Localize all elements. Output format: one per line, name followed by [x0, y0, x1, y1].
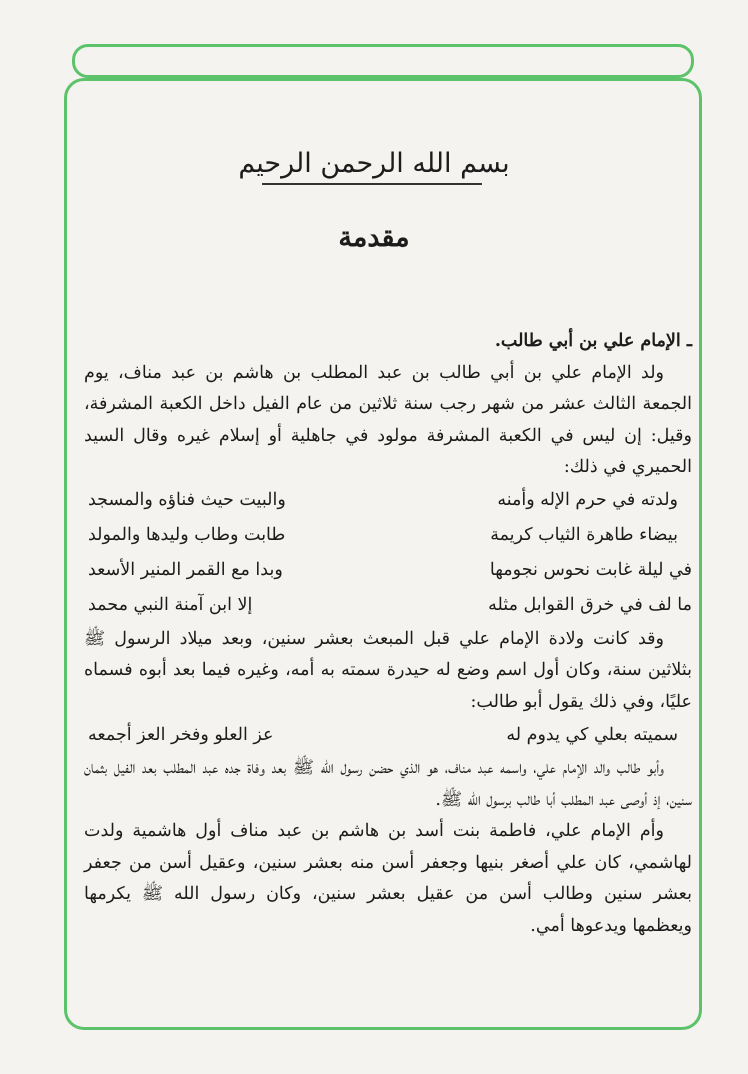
- verse-second-hemistich: والبيت حيث فناؤه والمسجد: [88, 490, 286, 511]
- header-frame: [72, 44, 694, 78]
- paragraph-naming: وقد كانت ولادة الإمام علي قبل المبعث بعشر سنين، وبعد ميلاد الرسول ﷺ بثلاثين سنة، وكان أول اسم وضع له حيدرة سمته به أمه، وغيره فيما بعد أبوه فسماه عليًا، وفي ذلك يقول أبو طالب:: [84, 628, 692, 712]
- verse-second-hemistich: إلا ابن آمنة النبي محمد: [88, 595, 253, 616]
- section-heading: ـ الإمام علي بن أبي طالب.: [494, 331, 692, 351]
- verse-first-hemistich: سميته بعلي كي يدوم له: [506, 724, 678, 745]
- main-text: [84, 326, 692, 942]
- verse-first-hemistich: ما لف في خرق القوابل مثله: [488, 595, 692, 616]
- verse-second-hemistich: طابت وطاب وليدها والمولد: [88, 525, 286, 546]
- verse-second-hemistich: عز العلو وفخر العز أجمعه: [88, 724, 274, 745]
- poem-verse: [84, 484, 692, 519]
- poem-verse: [84, 554, 692, 589]
- verse-first-hemistich: بيضاء طاهرة الثياب كريمة: [490, 525, 678, 546]
- poem-verse: [84, 589, 692, 624]
- paragraph-birth: ولد الإمام علي بن أبي طالب بن عبد المطلب بن هاشم بن عبد مناف، يوم الجمعة الثالث عشر من شهر رجب سنة ثلاثين من عام الفيل داخل الكعبة المشرفة، وقيل: إن ليس في الكعبة المشرفة مولود في جاهلية أو إسلام غيره وقال السيد الحميري في ذلك:: [84, 362, 692, 477]
- page-title: مقدمة: [338, 222, 410, 253]
- paragraph-father: وأبو طالب والد الإمام علي، واسمه عبد مناف، هو الذي حضن رسول الله ﷺ بعد وفاة جده عبد المطلب بعد الفيل بثمان سنين، إذ أوصى عبد المطلب أبا طالب برسول الله ﷺ.: [84, 758, 692, 810]
- poem-verse: [84, 519, 692, 554]
- poem-himyari: [84, 484, 692, 624]
- poem-abu-talib: [84, 718, 692, 753]
- basmala: بسم الله الرحمن الرحيم: [238, 148, 510, 179]
- paragraph-mother: وأم الإمام علي، فاطمة بنت أسد بن هاشم بن عبد مناف أول هاشمية ولدت لهاشمي، كان علي أصغر بنيها وجعفر أسن منه بعشر سنين، وعقيل أسن من جعفر بعشر سنين وطالب أسن من عقيل بعشر سنين، وكان رسول الله ﷺ يكرمها ويعظمها ويدعوها أمي.: [84, 821, 692, 936]
- verse-first-hemistich: ولدته في حرم الإله وأمنه: [497, 490, 678, 511]
- verse-first-hemistich: في ليلة غابت نحوس نجومها: [489, 560, 692, 581]
- basmala-underline: [262, 183, 482, 185]
- verse-second-hemistich: وبدا مع القمر المنير الأسعد: [88, 560, 283, 581]
